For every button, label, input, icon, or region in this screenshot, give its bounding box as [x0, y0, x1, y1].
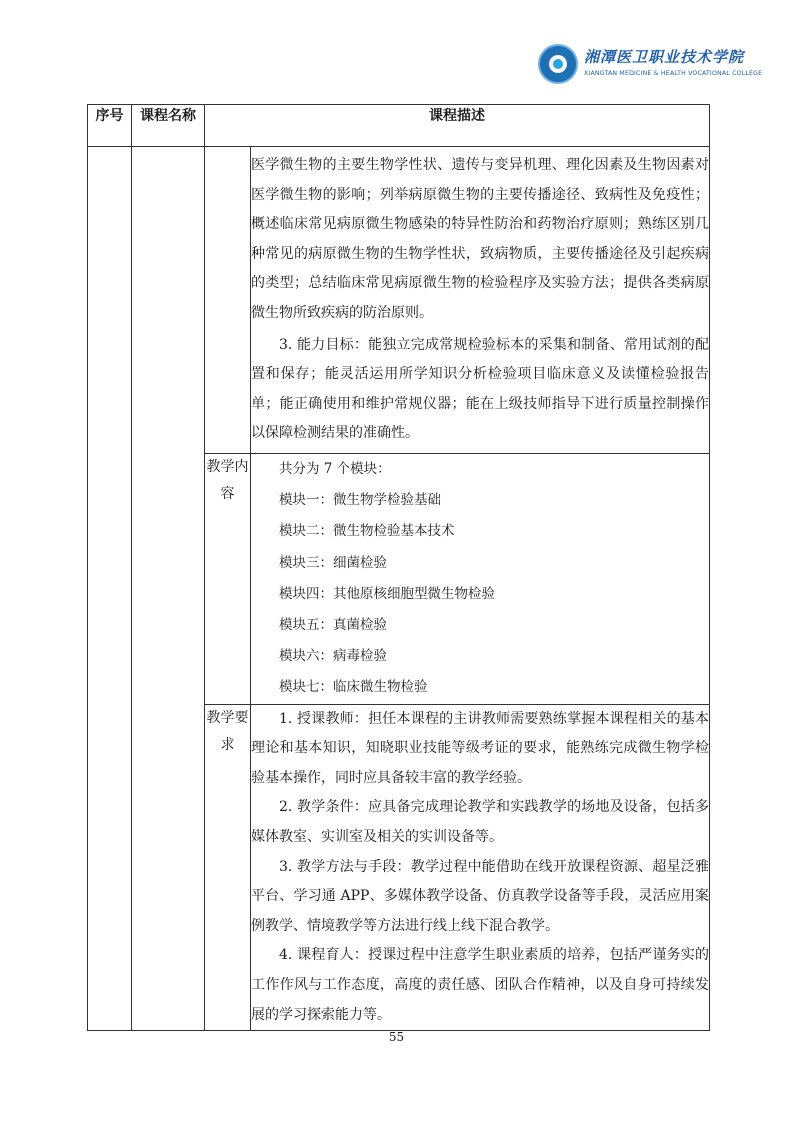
- module-item: 模块六：病毒检验: [279, 648, 387, 665]
- module-item: 模块一：微生物学检验基础: [279, 492, 441, 509]
- module-item: 模块四：其他原核细胞型微生物检验: [279, 585, 495, 602]
- requirement-item: 3. 教学方法与手段：教学过程中能借助在线开放课程资源、超星泛雅平台、学习通 APP、多媒体教学设备、仿真教学设备等手段，灵活应用案例教学、情境教学等方法进行线上线下混合教学。: [251, 858, 709, 934]
- requirement-item: 2. 教学条件：应具备完成理论教学和实践教学的场地及设备，包括多媒体教室、实训室及相关的实训设备等。: [251, 799, 709, 845]
- module-item: 模块三：细菌检验: [279, 554, 387, 571]
- goals-row: [88, 147, 710, 454]
- cell-course-name: [132, 147, 205, 1031]
- college-logo: [538, 44, 763, 86]
- requirements-label: 教学要求: [205, 704, 251, 1031]
- cell-no: [88, 147, 132, 1031]
- logo-name-en: XIANGTAN MEDICINE & HEALTH VOCATIONAL COLLEGE: [584, 70, 763, 77]
- module-item: 模块七：临床微生物检验: [279, 679, 428, 696]
- col-header-name: 课程名称: [132, 105, 205, 147]
- module-item: 模块二：微生物检验基本技术: [279, 523, 455, 540]
- table-header-row: [88, 105, 710, 147]
- cell-goals-label: [205, 147, 251, 454]
- col-header-desc: 课程描述: [205, 105, 710, 147]
- content-label: 教学内容: [205, 454, 251, 705]
- module-item: 模块五：真菌检验: [279, 617, 387, 634]
- requirement-item: 1. 授课教师：担任本课程的主讲教师需要熟练掌握本课程相关的基本理论和基本知识，知晓职业技能等级考证的要求，能熟练完成微生物学检验基本操作，同时应具备较丰富的教学经验。: [251, 710, 709, 786]
- col-header-no: 序号: [88, 105, 132, 147]
- cell-goals-text: [251, 147, 710, 454]
- requirement-item: 4. 课程育人：授课过程中注意学生职业素质的培养，包括严谨务实的工作作风与工作态度，高度的责任感、团队合作精神，以及自身可持续发展的学习探索能力等。: [251, 947, 709, 1023]
- cell-requirements: [251, 704, 710, 1031]
- logo-name-cn: 湘潭医卫职业技术学院: [584, 48, 745, 66]
- goals-paragraph: 医学微生物的主要生物学性状、遗传与变异机理、理化因素及生物因素对医学微生物的影响；列举病原微生物的主要传播途径、致病性及免疫性；概述临床常见病原微生物感染的特异性防治和药物治疗原则；熟练区别几种常见的病原微生物的生物学性状，致病物质，主要传播途径及引起疾病的类型；总结临床常见病原微生物的检验程序及实验方法；提供各类病原微生物所致疾病的防治原则。: [251, 157, 709, 321]
- course-table: [87, 104, 710, 1031]
- modules-intro: 共分为 7 个模块：: [279, 461, 391, 477]
- page-number: 55: [388, 1030, 405, 1044]
- goals-paragraph: 3. 能力目标：能独立完成常规检验标本的采集和制备、常用试剂的配置和保存；能灵活运用所学知识分析检验项目临床意义及读懂检验报告单；能正确使用和维护常规仪器；能在上级技师指导下进行质量控制操作以保障检测结果的准确性。: [251, 336, 709, 442]
- cell-modules: [251, 454, 710, 705]
- college-emblem-icon: [538, 44, 578, 84]
